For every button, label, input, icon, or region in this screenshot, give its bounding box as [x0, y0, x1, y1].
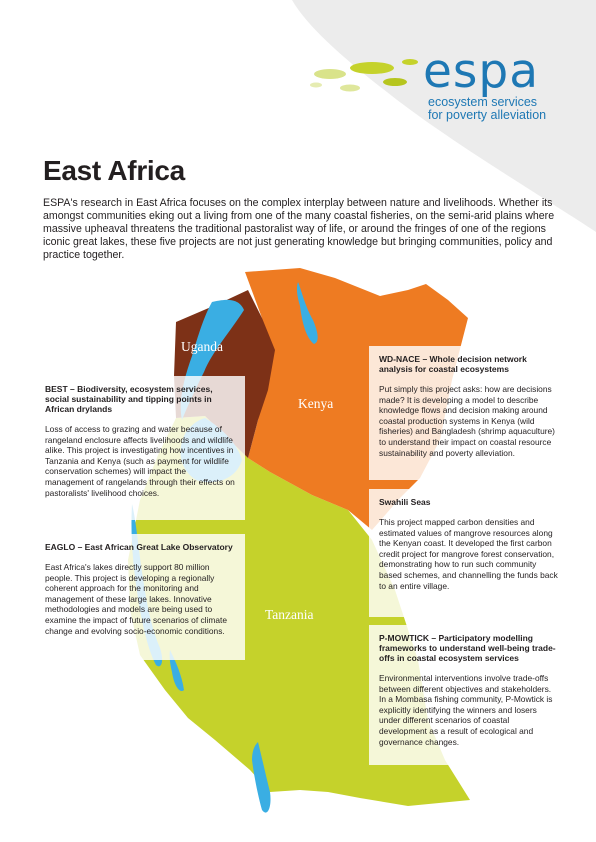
espa-tagline [428, 96, 546, 122]
project-card-best [35, 376, 245, 520]
espa-logo-text: espa [423, 44, 540, 99]
project-card-wd-nace [369, 346, 567, 480]
tagline-line1: ecosystem services [428, 95, 538, 109]
project-title: BEST – Biodiversity, ecosystem services, social sustainability and tipping points in African drylands [45, 384, 213, 414]
project-title: EAGLO – East African Great Lake Observatory [45, 542, 233, 552]
project-card-eaglo [35, 534, 245, 660]
project-body: Loss of access to grazing and water because of rangeland enclosure affects livelihoods and wildlife alike. This project is investigating how incentives in Tanzania and Kenya (such as payment for wildlife conservation schemes) will impact the management of rangelands through their effects on pastoralists' livelihood choices. [45, 424, 235, 498]
project-card-swahili-seas [369, 489, 567, 617]
project-body: This project mapped carbon densities and estimated values of mangrove resources along the Kenyan coast. It developed the first carbon credit project for mangrove forest conservation, demonstrating how to run such community based schemes, and channelling the funds back to an entire village. [379, 517, 558, 591]
map-label-uganda: Uganda [181, 339, 223, 354]
map-label-tanzania: Tanzania [265, 607, 314, 622]
project-title: P-MOWTICK – Participatory modelling frameworks to understand well-being trade-offs in coastal ecosystem services [379, 633, 556, 663]
intro-paragraph: ESPA's research in East Africa focuses on the complex interplay between nature and livelihoods. Whether its amongst communities eking out a living from one of the many coastal fisheries, on the semi-arid plains where massive upheaval threatens the traditional pastoralist way of life, or around the fringes of one of the regions iconic great lakes, these five projects are not just generating knowledge but bringing communities, policy and practice together. [43, 197, 555, 261]
project-body: Put simply this project asks: how are decisions made? It is developing a model to describe knowledge flows and decision making around coastal production systems in Kenya (wild fisheries) and Bangladesh (shrimp aquaculture) to understand their impact on coastal resource sustainability and poverty alleviation. [379, 384, 555, 458]
project-title: WD-NACE – Whole decision network analysis for coastal ecosystems [379, 354, 527, 374]
project-title: Swahili Seas [379, 497, 431, 507]
project-body: East Africa's lakes directly support 80 million people. This project is developing a regionally coherent approach for the monitoring and management of these large lakes. Innovative methodologies and models are being used to examine the impact of future scenarios of climate change and evolving socio-economic conditions. [45, 562, 228, 636]
project-card-p-mowtick [369, 625, 567, 765]
map-label-kenya: Kenya [298, 396, 334, 411]
page-title: East Africa [43, 155, 185, 186]
project-body: Environmental interventions involve trade-offs between different objectives and stakeholders. In a Mombasa fishing community, P-Mowtick is explicitly identifying the winners and losers under different scenarios of coastal development as a result of ecological and governance changes. [379, 673, 553, 747]
tagline-line2: for poverty alleviation [428, 108, 547, 123]
